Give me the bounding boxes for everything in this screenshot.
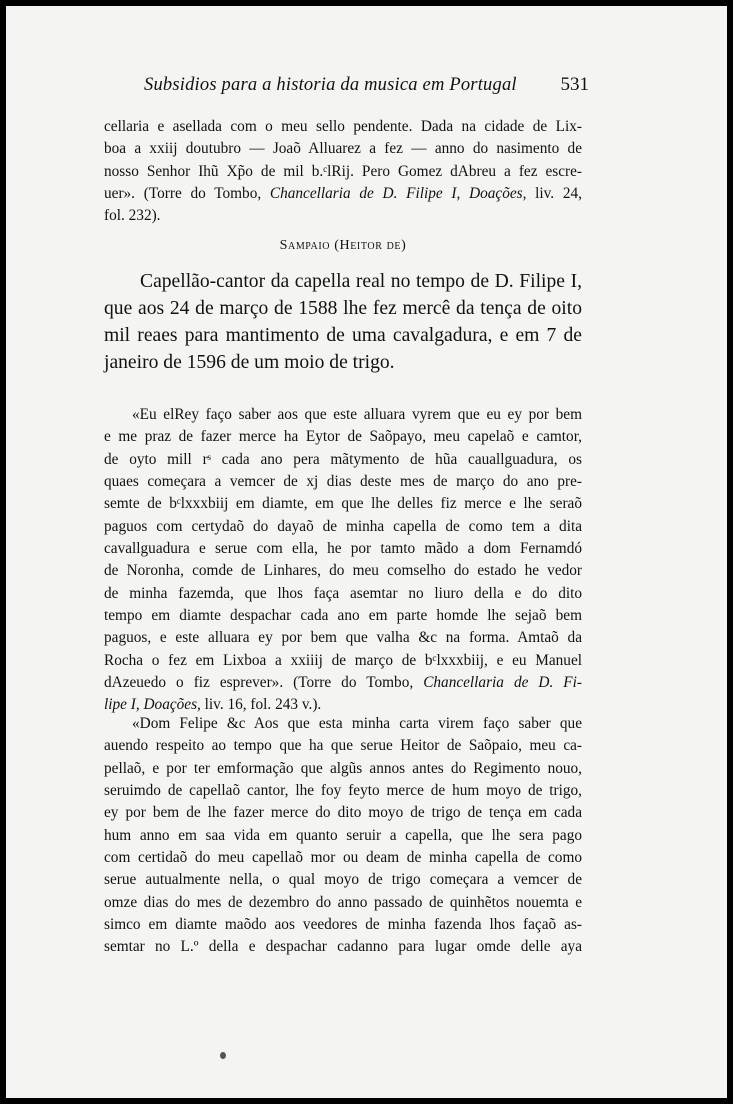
citation-italic: Chancellaria de D. Fi-	[423, 674, 582, 692]
quote-line: de minha fazemda, que lhos faça asemtar no liuro della e do dito	[104, 584, 582, 602]
text-line: boa a xxiij doutubro — Joaõ Alluarez a fez — anno do nasimento de	[104, 140, 582, 158]
text-run: liv. 24,	[526, 185, 582, 203]
quote-line: auendo respeito ao tempo que ha que serue Heitor de Saõpaio, meu ca-	[104, 737, 582, 755]
quote-line: serue autualmente nella, o qual moyo de trigo começara a vemcer de	[104, 871, 582, 889]
quote-line: de Noronha, comde de Linhares, do meu comselho do estado he vedor	[104, 562, 582, 580]
quote-line: e me praz de fazer merce ha Eytor de Saõpayo, meu capelaõ e camtor,	[104, 428, 582, 446]
quote-line: quaes começara a vemcer de xj dias deste mes de março do ano pre-	[104, 473, 582, 491]
text-line: fol. 232).	[104, 207, 161, 225]
intro-line: Capellão-cantor da capella real no tempo de D. Filipe I,	[140, 271, 582, 292]
intro-line: mil reaes para mantimento de uma cavalgadura, e em 7 de	[104, 325, 582, 346]
quote-line: «Eu elRey faço saber aos que este alluara vyrem que eu ey por bem	[132, 406, 582, 423]
entry-heading	[104, 238, 582, 254]
entry-name-qualifier: (Heitor de)	[330, 238, 407, 253]
text-run: dAzeuedo o fiz esprever». (Torre do Tombo,	[104, 674, 424, 692]
text-run: uer». (Torre do Tombo,	[104, 185, 270, 203]
text-line: nosso Senhor Ihũ Xp̃o de mil b.ᶜlRij. Pero Gomez dAbreu a fez escre-	[104, 162, 582, 180]
text-line	[104, 183, 582, 205]
quote-line: semtar no L.º della e despachar cadanno para lugar omde delle aya	[104, 938, 582, 956]
quote-line: tempo em diamte despachar cada ano em parte homde lhe sejaõ bem	[104, 607, 582, 625]
quote-line: «Dom Felipe &c Aos que esta minha carta virem faço saber que	[132, 715, 582, 732]
quote-line: seruimdo de capellaõ cantor, lhe foy feyto merce de hum moyo de trigo,	[104, 782, 582, 800]
citation-italic: lipe I, Doações,	[104, 696, 201, 714]
quote-line: omze dias do mes de dezembro do anno passado de quinhẽtos nouemta e	[104, 893, 582, 911]
quote-line: hum anno em saa vida em quanto seruir a capella, que lhe sera pago	[104, 826, 582, 844]
document-quote-2	[104, 713, 582, 959]
continued-document-text	[104, 116, 582, 228]
quote-line: semte de bᶜlxxxbiij em diamte, em que lhe delles fiz merce e lhe seraõ	[104, 495, 582, 513]
entry-name: Sampaio	[279, 238, 331, 253]
running-header	[144, 74, 589, 96]
running-title: Subsidios para a historia da musica em Portugal	[144, 75, 517, 95]
quote-line: Rocha o fez em Lixboa a xxiiij de março de bᶜlxxxbiij, e eu Manuel	[104, 651, 582, 669]
intro-line: que aos 24 de março de 1588 lhe fez mercê da tença de oito	[104, 298, 582, 319]
quote-line: pellaõ, e por ter emformação que algũs annos antes do Regimento nouo,	[104, 759, 582, 777]
quote-line: cavallguadura e serue com ella, he por tamto mãdo a dom Fernamdó	[104, 540, 582, 558]
ink-spot	[220, 1052, 226, 1059]
quote-line: de oyto mill rˢ cada ano pera mãtymento de hũa cauallguadura, os	[104, 450, 582, 468]
quote-line: simco em diamte maõdo aos veedores de minha fazenda lhos façaõ as-	[104, 916, 582, 934]
intro-line: janeiro de 1596 de um moio de trigo.	[104, 352, 395, 373]
quote-line: ey por bem de lhe fazer merce do dito moyo de trigo de tença em cada	[104, 804, 582, 822]
quote-line: paguos, e este alluara ey por bem que valha &c na forma. Amtaõ da	[104, 629, 582, 647]
quote-line: paguos com certydaõ do dayaõ de minha capella de como tem a dita	[104, 517, 582, 535]
quote-line	[104, 672, 582, 694]
text-line: cellaria e asellada com o meu sello pendente. Dada na cidade de Lix-	[104, 118, 582, 135]
text-run: liv. 16, fol. 243 v.).	[200, 696, 322, 714]
entry-introduction	[104, 268, 582, 376]
page-number: 531	[560, 74, 589, 95]
book-page	[6, 6, 727, 1098]
document-quote-1	[104, 404, 582, 717]
citation-italic: Chancellaria de D. Filipe I, Doações,	[269, 185, 527, 203]
quote-line: com certidaõ do meu capellaõ mor ou deam de minha capella de como	[104, 849, 582, 867]
